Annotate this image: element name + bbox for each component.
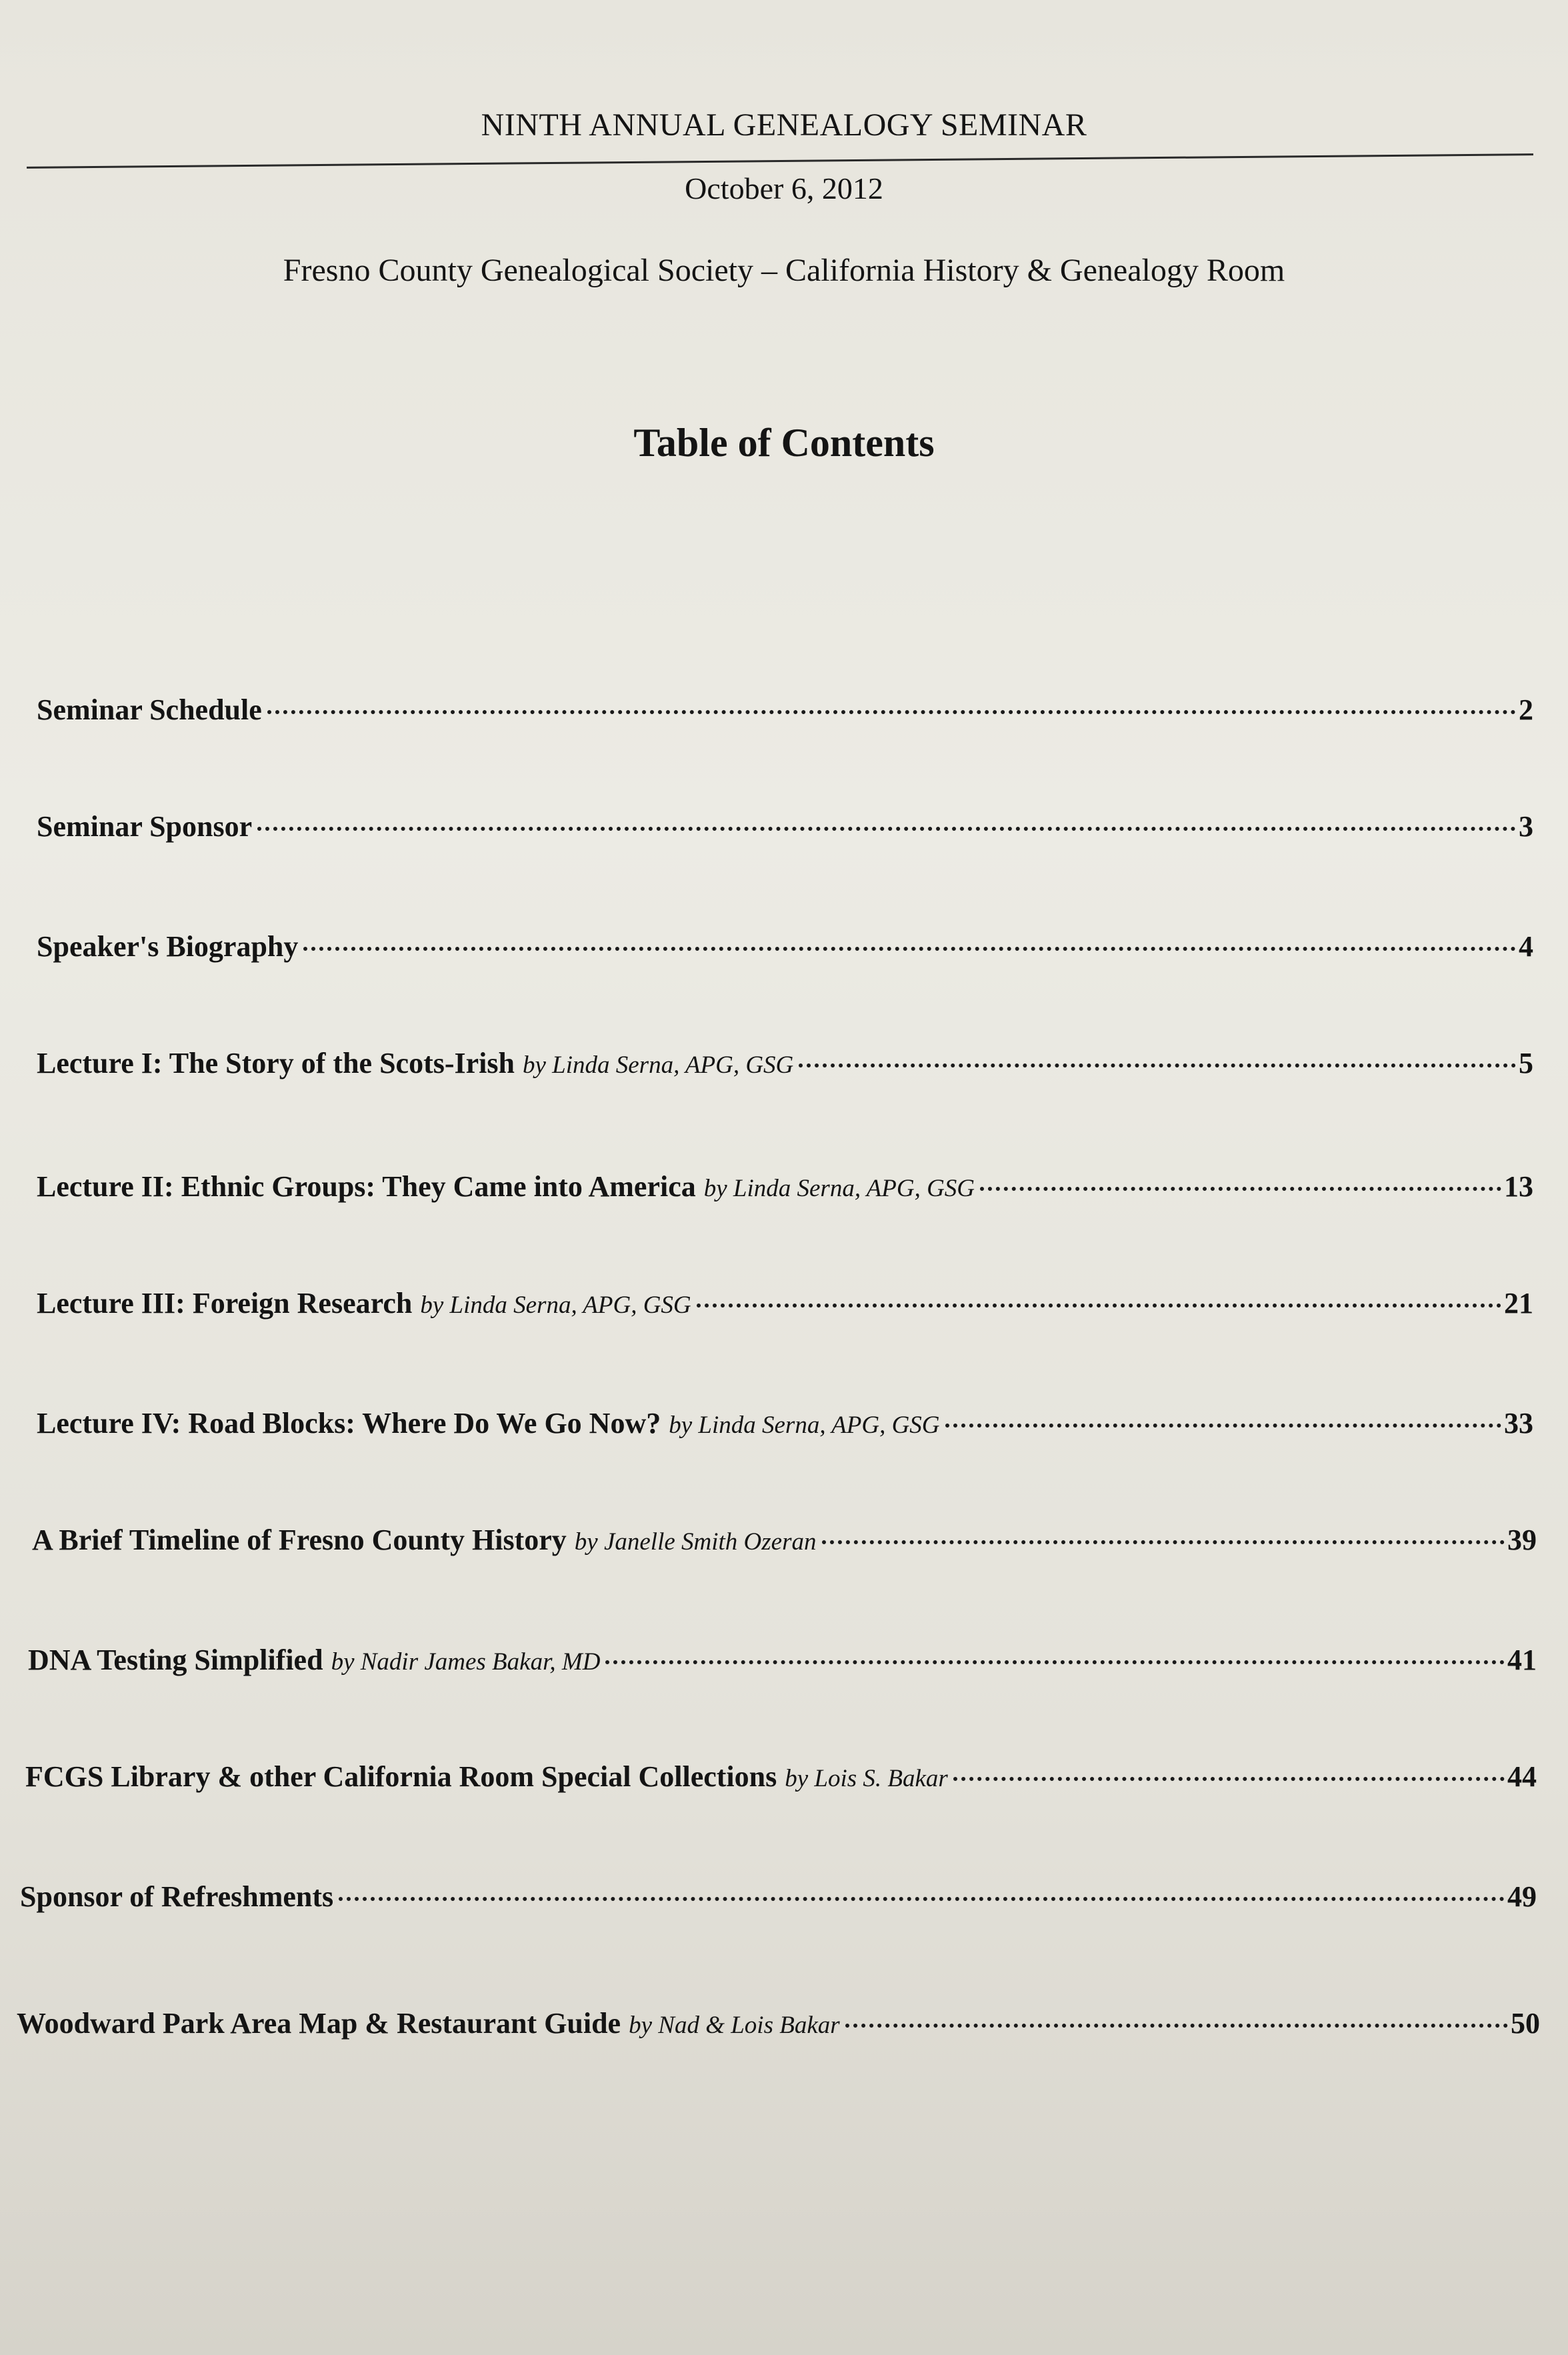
organization-name: Fresno County Genealogical Society – California History & Genealogy Room [283,253,1285,288]
toc-entry-title: Woodward Park Area Map & Restaurant Guide [17,2007,621,2040]
toc-entry-author: by Linda Serna, APG, GSG [669,1412,940,1439]
seminar-title: NINTH ANNUAL GENEALOGY SEMINAR [481,107,1087,143]
toc-entry-page-number: 41 [1507,1644,1537,1676]
dot-leader [980,1187,1501,1191]
toc-entry-title: Sponsor of Refreshments [20,1880,334,1913]
dot-leader [257,827,1516,831]
dot-leader [845,2024,1508,2028]
seminar-date: October 6, 2012 [685,171,883,205]
toc-entry [37,810,1533,844]
toc-entry [37,1287,1533,1321]
toc-entry-page-number: 39 [1507,1524,1537,1556]
toc-heading: Table of Contents [633,421,935,465]
dot-leader [339,1897,1505,1901]
toc-entry-author: by Janelle Smith Ozeran [574,1528,817,1556]
toc-entry-page-number: 21 [1504,1287,1533,1320]
toc-entry-title: DNA Testing Simplified [28,1644,323,1676]
dot-leader [953,1777,1505,1781]
toc-entry-page-number: 5 [1519,1047,1533,1079]
toc-entry-page-number: 33 [1504,1407,1533,1440]
toc-entry-author: by Nad & Lois Bakar [629,2012,840,2039]
toc-entry [20,1880,1537,1914]
toc-entry-author: by Linda Serna, APG, GSG [703,1175,975,1202]
toc-entry [25,1760,1537,1794]
toc-entry-title: Lecture IV: Road Blocks: Where Do We Go Now? [37,1407,661,1440]
toc-entry-page-number: 4 [1519,930,1533,963]
toc-entry [32,1524,1537,1558]
toc-entry-title: Lecture II: Ethnic Groups: They Came into America [37,1170,696,1203]
toc-entry-title: FCGS Library & other California Room Special Collections [25,1760,777,1793]
dot-leader [697,1304,1501,1308]
toc-entry-page-number: 50 [1511,2007,1540,2040]
dot-leader [605,1660,1505,1664]
dot-leader [822,1540,1505,1544]
toc-entry [17,2007,1540,2041]
toc-entry-author: by Linda Serna, APG, GSG [522,1051,794,1079]
toc-entry [37,1047,1533,1081]
toc-entry-title: Seminar Sponsor [37,810,253,843]
toc-entry-page-number: 44 [1507,1760,1537,1793]
toc-entry-page-number: 2 [1519,693,1533,726]
toc-entry-title: Seminar Schedule [37,693,262,726]
toc-entry-page-number: 49 [1507,1880,1537,1913]
dot-leader [945,1424,1501,1428]
toc-entry-title: Lecture I: The Story of the Scots-Irish [37,1047,515,1079]
dot-leader [303,947,1516,951]
toc-entry [28,1644,1537,1678]
toc-entry [37,1407,1533,1441]
toc-entry-page-number: 3 [1519,810,1533,843]
toc-entry-title: A Brief Timeline of Fresno County History [32,1524,567,1556]
dot-leader [267,710,1516,714]
toc-entry [37,930,1533,964]
dot-leader [799,1063,1516,1067]
toc-entry-title: Lecture III: Foreign Research [37,1287,413,1320]
toc-entry [37,1170,1533,1204]
toc-entry-author: by Lois S. Bakar [785,1765,948,1792]
toc-entry-title: Speaker's Biography [37,930,299,963]
toc-entry-page-number: 13 [1504,1170,1533,1203]
toc-entry [37,693,1533,727]
toc-entry-author: by Nadir James Bakar, MD [331,1648,601,1676]
toc-entry-author: by Linda Serna, APG, GSG [420,1292,691,1319]
